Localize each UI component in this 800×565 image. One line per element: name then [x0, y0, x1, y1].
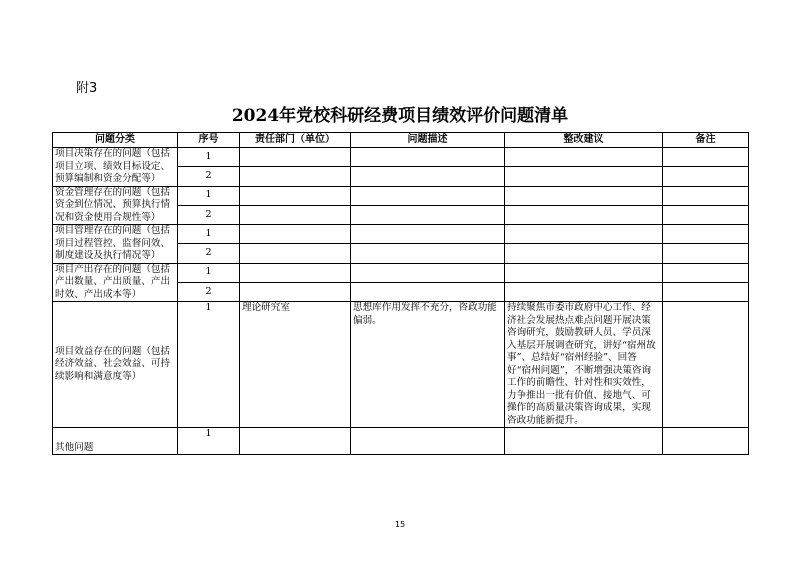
suggestion-cell — [505, 186, 663, 205]
document-title: 2024年党校科研经费项目绩效评价问题清单 — [231, 106, 569, 126]
table-row — [53, 302, 749, 428]
description-cell — [351, 244, 505, 263]
suggestion-cell — [505, 205, 663, 224]
no-cell: 2 — [178, 205, 240, 224]
table-row — [53, 186, 749, 205]
no-cell: 2 — [178, 282, 240, 301]
department-cell — [240, 205, 351, 224]
remark-cell — [663, 244, 749, 263]
header-department: 责任部门（单位） — [240, 133, 351, 148]
no-cell: 1 — [178, 148, 240, 167]
no-cell: 2 — [178, 244, 240, 263]
table-row — [53, 428, 749, 455]
remark-cell — [663, 167, 749, 186]
header-category: 问题分类 — [53, 133, 178, 148]
department-cell — [240, 167, 351, 186]
department-cell — [240, 282, 351, 301]
category-cell: 项目决策存在的问题（包括项目立项、绩效目标设定、预算编制和资金分配等） — [53, 148, 178, 187]
remark-cell — [663, 282, 749, 301]
category-cell: 其他问题 — [53, 428, 178, 455]
remark-cell — [663, 205, 749, 224]
department-cell: 理论研究室 — [240, 302, 351, 428]
description-cell — [351, 282, 505, 301]
description-cell: 思想库作用发挥不充分，咨政功能偏弱。 — [351, 302, 505, 428]
department-cell — [240, 244, 351, 263]
suggestion-cell — [505, 263, 663, 282]
remark-cell — [663, 186, 749, 205]
table-row — [53, 148, 749, 167]
table-row — [53, 263, 749, 282]
table-row — [53, 225, 749, 244]
page-number: 15 — [394, 520, 406, 529]
description-cell — [351, 225, 505, 244]
header-remark: 备注 — [663, 133, 749, 148]
suggestion-cell — [505, 282, 663, 301]
remark-cell — [663, 225, 749, 244]
description-cell — [351, 167, 505, 186]
department-cell — [240, 428, 351, 455]
header-suggestion: 整改建议 — [505, 133, 663, 148]
suggestion-cell — [505, 244, 663, 263]
no-cell: 1 — [178, 428, 240, 455]
suggestion-cell — [505, 428, 663, 455]
annex-label: 附3 — [76, 81, 98, 96]
category-cell: 资金管理存在的问题（包括资金到位情况、预算执行情况和资金使用合规性等） — [53, 186, 178, 225]
header-no: 序号 — [178, 133, 240, 148]
remark-cell — [663, 302, 749, 428]
suggestion-cell — [505, 225, 663, 244]
no-cell: 2 — [178, 167, 240, 186]
suggestion-cell — [505, 167, 663, 186]
table-header-row — [53, 133, 749, 148]
category-cell: 项目产出存在的问题（包括产出数量、产出质量、产出时效、产出成本等） — [53, 263, 178, 302]
description-cell — [351, 205, 505, 224]
description-cell — [351, 186, 505, 205]
remark-cell — [663, 428, 749, 455]
department-cell — [240, 148, 351, 167]
suggestion-cell — [505, 148, 663, 167]
no-cell: 1 — [178, 263, 240, 282]
header-description: 问题描述 — [351, 133, 505, 148]
remark-cell — [663, 148, 749, 167]
department-cell — [240, 263, 351, 282]
department-cell — [240, 225, 351, 244]
issue-list-table — [52, 132, 749, 455]
description-cell — [351, 428, 505, 455]
no-cell: 1 — [178, 186, 240, 205]
department-cell — [240, 186, 351, 205]
category-cell: 项目管理存在的问题（包括项目过程管控、监督问效、制度建设及执行情况等） — [53, 225, 178, 264]
description-cell — [351, 148, 505, 167]
no-cell: 1 — [178, 302, 240, 428]
description-cell — [351, 263, 505, 282]
remark-cell — [663, 263, 749, 282]
suggestion-cell: 持续聚焦市委市政府中心工作、经济社会发展热点难点问题开展决策咨询研究，鼓励教研人员、学员深入基层开展调查研究，讲好“宿州故事”、总结好“宿州经验”、回答好“宿州问题”，不断增强决策咨询工作的前瞻性、针对性和实效性，力争推出一批有价值、接地气、可操作的高质量决策咨询成果，实现咨政功能新提升。 — [505, 302, 663, 428]
no-cell: 1 — [178, 225, 240, 244]
category-cell: 项目效益存在的问题（包括经济效益、社会效益、可持续影响和满意度等） — [53, 302, 178, 428]
